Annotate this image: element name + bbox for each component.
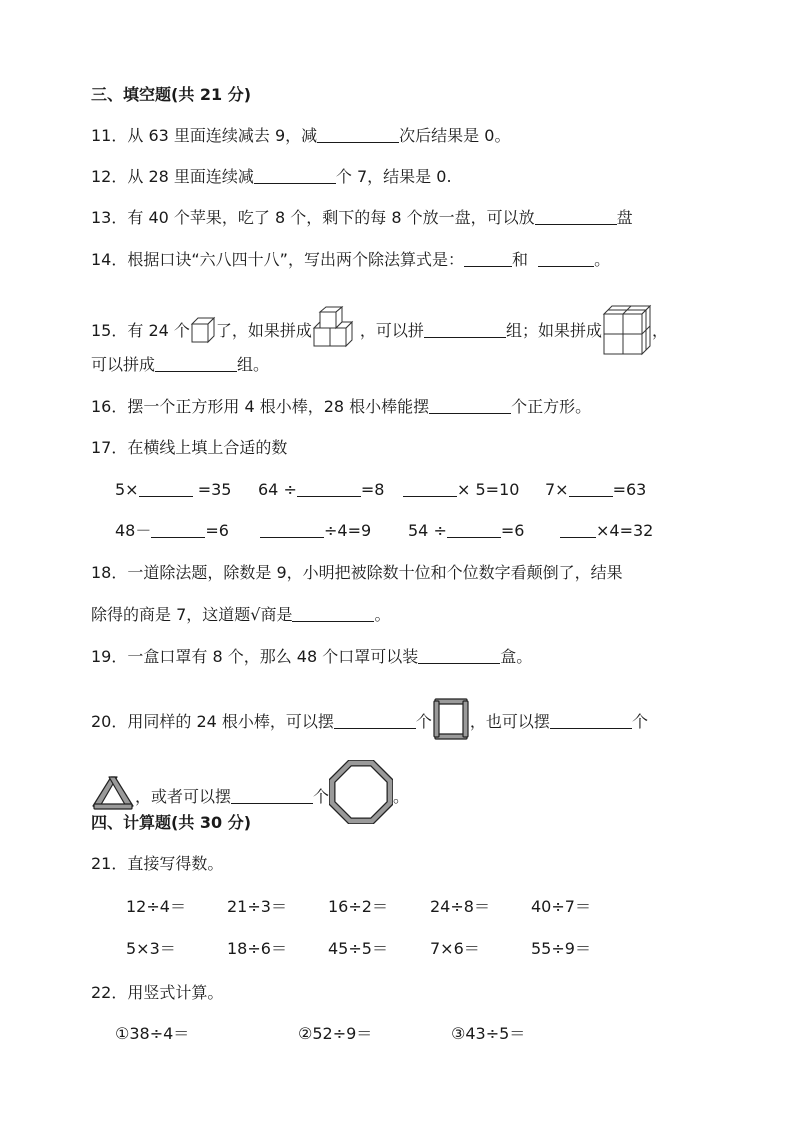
question-21: 21．直接写得数。: [91, 854, 224, 873]
question-18: 18．一道除法题，除数是 9，小明把被除数十位和个位数字看颠倒了，结果: [91, 563, 623, 582]
q14-and: 和: [511, 250, 528, 269]
q15-text-c: ，可以拼: [359, 321, 424, 340]
answer-blank[interactable]: [334, 712, 416, 729]
answer-blank[interactable]: [139, 480, 193, 497]
equation: ÷4=9: [260, 520, 371, 542]
q14-text: 14．根据口诀“六八四十八”，写出两个除法算式是：: [91, 250, 464, 269]
q18-text-end: 。: [374, 605, 391, 624]
q12-text: 12．从 28 里面连续减: [91, 167, 254, 186]
q11-text-end: 次后结果是 0。: [399, 126, 511, 145]
answer-blank[interactable]: [464, 250, 512, 267]
q15-text-e: ，: [651, 321, 668, 340]
stick-triangle-icon: [91, 774, 135, 812]
section-title: 四、计算题(共 30 分): [91, 813, 252, 832]
equation: ×4=32: [560, 520, 653, 542]
answer-blank[interactable]: [155, 355, 237, 372]
arithmetic-item: 55÷9＝: [531, 939, 591, 958]
question-13: [91, 207, 633, 229]
question-15-cont: [91, 354, 269, 376]
question-19: [91, 646, 532, 668]
answer-blank[interactable]: [447, 521, 501, 538]
question-11: [91, 125, 510, 147]
arithmetic-item: 40÷7＝: [531, 897, 591, 916]
answer-blank[interactable]: [418, 647, 500, 664]
stick-square-icon: [432, 697, 470, 741]
q20-text-f: 个: [313, 787, 330, 806]
question-20: [91, 697, 648, 741]
q19-text-end: 盒。: [500, 647, 533, 666]
q13-text: 13．有 40 个苹果，吃了 8 个，剩下的每 8 个放一盘，可以放: [91, 208, 535, 227]
q20-text-d: 个: [631, 712, 648, 731]
arithmetic-item: 12÷4＝: [126, 897, 186, 916]
answer-blank[interactable]: [550, 712, 632, 729]
q15-text-g: 组。: [237, 355, 270, 374]
stick-octagon-icon: [329, 760, 393, 824]
arithmetic-item: 7×6＝: [430, 939, 480, 958]
q14-end: 。: [594, 250, 611, 269]
cube-icon: [190, 316, 216, 344]
answer-blank[interactable]: [297, 480, 361, 497]
answer-blank[interactable]: [569, 480, 613, 497]
equation: 5× =35: [115, 480, 232, 499]
q16-text: 16．摆一个正方形用 4 根小棒，28 根小棒能摆: [91, 397, 430, 416]
equation: 7× =63: [545, 480, 647, 499]
equation: × 5=10: [403, 479, 519, 501]
q20-text-g: 。: [393, 787, 410, 806]
answer-blank[interactable]: [535, 208, 617, 225]
arithmetic-item: 5×3＝: [126, 939, 176, 958]
question-22: 22．用竖式计算。: [91, 983, 224, 1002]
arithmetic-item: 45÷5＝: [328, 939, 388, 958]
arithmetic-item: 16÷2＝: [328, 897, 388, 916]
q18-text: 除得的商是 7，这道题√商是: [91, 605, 293, 624]
equation: 48－ =6: [115, 521, 229, 540]
equation: 64 ÷ =8: [258, 480, 385, 499]
q19-text: 19．一盒口罩有 8 个，那么 48 个口罩可以装: [91, 647, 419, 666]
question-17: 17．在横线上填上合适的数: [91, 438, 288, 457]
arithmetic-item: 21÷3＝: [227, 897, 287, 916]
question-18-cont: [91, 604, 390, 626]
q20-text-c: ，也可以摆: [469, 712, 550, 731]
q15-text-f: 可以拼成: [91, 355, 156, 374]
question-14: [91, 249, 610, 271]
q20-text-e: ，或者可以摆: [135, 787, 232, 806]
answer-blank[interactable]: [560, 521, 596, 538]
q12-text-end: 个 7，结果是 0.: [335, 167, 452, 186]
q11-text: 11．从 63 里面连续减去 9，减: [91, 126, 318, 145]
q20-text-b: 个: [415, 712, 432, 731]
answer-blank[interactable]: [317, 126, 399, 143]
vertical-calc-item: ②52÷9＝: [298, 1024, 373, 1043]
answer-blank[interactable]: [254, 167, 336, 184]
answer-blank[interactable]: [260, 521, 324, 538]
answer-blank[interactable]: [151, 521, 205, 538]
q15-text-d: 组；如果拼成: [505, 321, 602, 340]
vertical-calc-item: ①38÷4＝: [115, 1024, 190, 1043]
q15-text-b: 了，如果拼成: [215, 321, 312, 340]
question-12: [91, 166, 452, 188]
three-cubes-icon: [312, 306, 360, 350]
arithmetic-item: 18÷6＝: [227, 939, 287, 958]
question-16: [91, 396, 591, 418]
eight-cubes-icon: [602, 302, 652, 356]
answer-blank[interactable]: [403, 480, 457, 497]
q16-text-end: 个正方形。: [511, 397, 592, 416]
answer-blank[interactable]: [429, 397, 511, 414]
equation: 54 ÷ =6: [408, 521, 525, 540]
arithmetic-item: 24÷8＝: [430, 897, 490, 916]
q13-text-end: 盘: [616, 208, 633, 227]
vertical-calc-item: ③43÷5＝: [451, 1024, 526, 1043]
answer-blank[interactable]: [538, 250, 594, 267]
answer-blank[interactable]: [292, 605, 374, 622]
section-title: 三、填空题(共 21 分): [91, 85, 252, 104]
answer-blank[interactable]: [231, 787, 313, 804]
q20-text-a: 20．用同样的 24 根小棒，可以摆: [91, 712, 334, 731]
question-15: [91, 302, 668, 356]
answer-blank[interactable]: [424, 321, 506, 338]
q15-text-a: 15．有 24 个: [91, 321, 190, 340]
